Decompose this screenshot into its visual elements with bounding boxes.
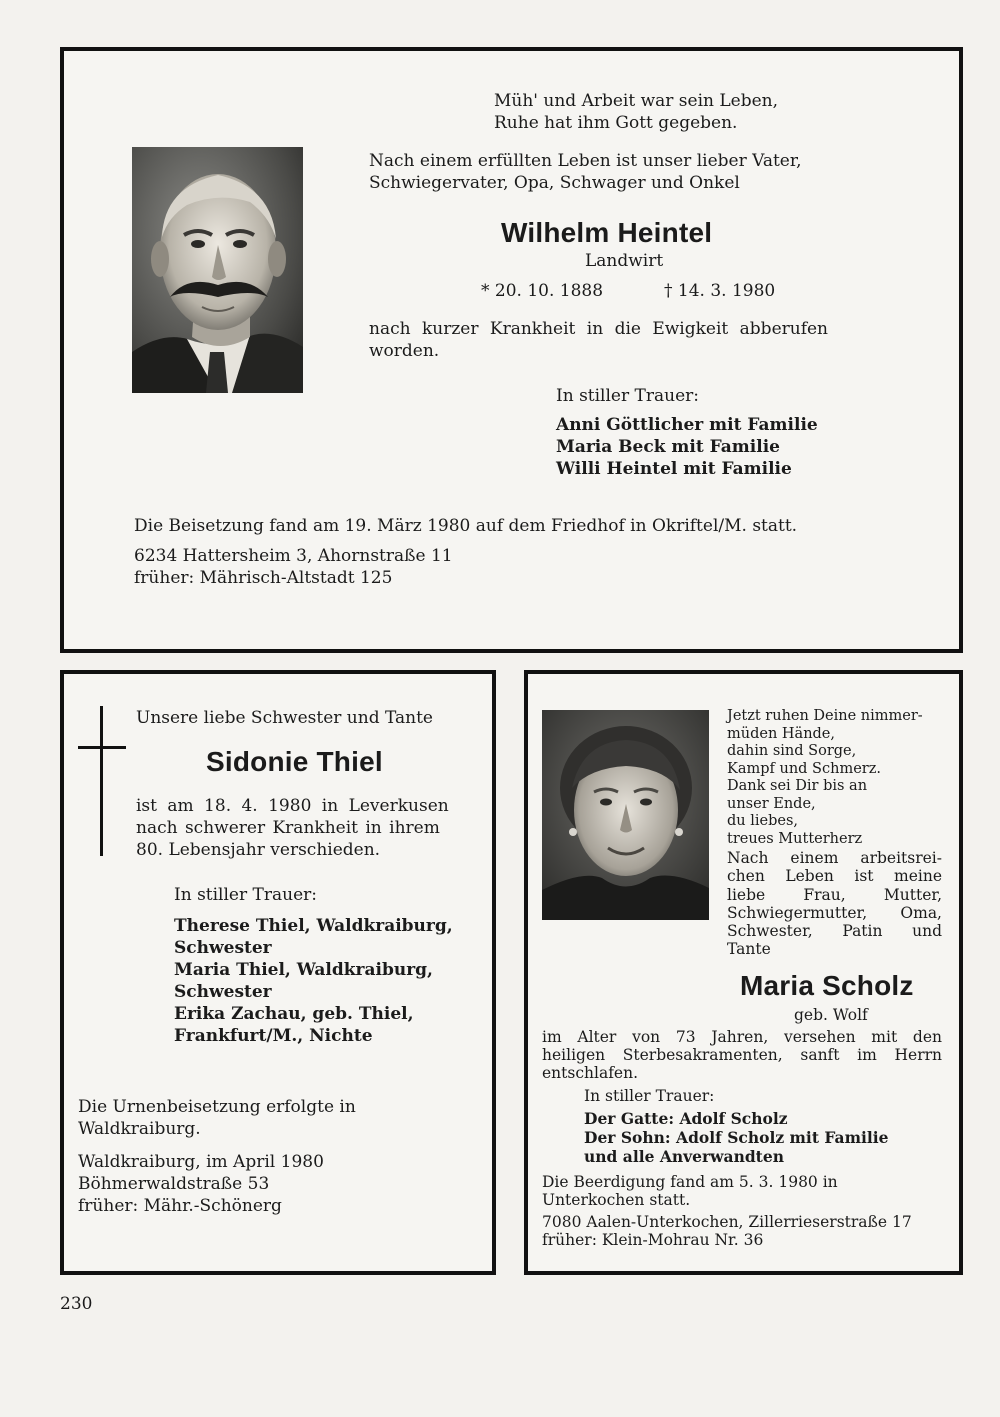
intro-block — [727, 849, 942, 959]
place-line-1: Waldkraiburg, im April 1980 — [78, 1152, 324, 1172]
motto-line-2: Ruhe hat ihm Gott gegeben. — [494, 113, 738, 133]
address-line-1: 7080 Aalen-Unterkochen, Zillerrieserstraße 17 — [542, 1213, 912, 1231]
mourning-label: In stiller Trauer: — [584, 1087, 715, 1105]
place-line-2: Böhmerwaldstraße 53 — [78, 1174, 270, 1194]
place-line-3: früher: Mähr.-Schönerg — [78, 1196, 282, 1216]
urn-line-1: Die Urnenbeisetzung erfolgte in — [78, 1097, 356, 1117]
obituary-wilhelm-heintel — [60, 47, 963, 653]
text-block — [542, 1028, 942, 1082]
mourner-2: Der Sohn: Adolf Scholz mit Familie — [584, 1128, 889, 1147]
poem-line-6: unser Ende, — [727, 795, 816, 812]
mourner-2: Maria Beck mit Familie — [556, 437, 780, 457]
funeral-line-2: Unterkochen statt. — [542, 1191, 691, 1209]
deceased-name: Maria Scholz — [740, 970, 914, 1001]
page-number: 230 — [60, 1294, 93, 1314]
mourner-3: Willi Heintel mit Familie — [556, 459, 792, 479]
intro-line: Unsere liebe Schwester und Tante — [136, 708, 433, 728]
motto-line-1: Müh' und Arbeit war sein Leben, — [494, 91, 779, 111]
death-date: † 14. 3. 1980 — [664, 281, 776, 301]
obituary-sidonie-thiel — [60, 670, 496, 1275]
cross-icon — [100, 706, 103, 856]
poem-line-2: müden Hände, — [727, 725, 835, 742]
deceased-name: Sidonie Thiel — [206, 746, 383, 777]
urn-line-2: Waldkraiburg. — [78, 1119, 201, 1139]
intro-line-5: Schwester, Patin und — [727, 922, 942, 941]
mourning-label: In stiller Trauer: — [556, 386, 699, 406]
mourner-1: Anni Göttlicher mit Familie — [556, 415, 818, 435]
deceased-name: Wilhelm Heintel — [501, 217, 713, 248]
obituary-maria-scholz — [524, 670, 963, 1275]
poem-line-1: Jetzt ruhen Deine nimmer- — [727, 708, 923, 724]
mourner-line-3: Maria Thiel, Waldkraiburg, — [174, 960, 433, 980]
intro-line-3: liebe Frau, Mutter, — [727, 885, 942, 904]
text-line-1: im Alter von 73 Jahren, versehen mit den — [542, 1028, 942, 1046]
funeral-info: Die Beisetzung fand am 19. März 1980 auf dem Friedhof in Okriftel/M. statt. — [134, 516, 798, 536]
portrait-photo-maria-scholz — [542, 710, 709, 920]
mourner-line-6: Frankfurt/M., Nichte — [174, 1026, 373, 1046]
poem-line-8: treues Mutterherz — [727, 830, 863, 847]
mourner-3: und alle Anverwandten — [584, 1147, 784, 1166]
intro-line-1: Nach einem erfüllten Leben ist unser lieber Vater, — [369, 151, 802, 171]
intro-line-1: Nach einem arbeitsrei- — [727, 849, 942, 867]
text-line-1: nach kurzer Krankheit in die Ewigkeit abberufen — [369, 319, 828, 339]
poem-line-5: Dank sei Dir bis an — [727, 778, 868, 794]
intro-line-4: Schwiegermutter, Oma, — [727, 903, 942, 922]
mourning-label: In stiller Trauer: — [174, 885, 317, 905]
mourner-line-2: Schwester — [174, 938, 272, 958]
birth-name: geb. Wolf — [794, 1006, 868, 1024]
text-line-2: worden. — [369, 341, 440, 361]
mourner-line-1: Therese Thiel, Waldkraiburg, — [174, 916, 453, 936]
occupation: Landwirt — [585, 251, 664, 271]
mourner-line-4: Schwester — [174, 982, 272, 1002]
text-line-3: 80. Lebensjahr verschieden. — [136, 840, 381, 860]
birth-date: * 20. 10. 1888 — [481, 281, 604, 301]
text-line-2: nach schwerer Krankheit in ihrem — [136, 818, 440, 838]
cross-icon-bar — [78, 746, 126, 749]
poem-line-7: du liebes, — [727, 813, 798, 829]
intro-line-2: chen Leben ist meine — [727, 867, 942, 886]
portrait-photo-wilhelm-heintel — [132, 147, 303, 393]
poem-line-4: Kampf und Schmerz. — [727, 760, 881, 777]
intro-line-2: Schwiegervater, Opa, Schwager und Onkel — [369, 173, 740, 193]
address-line-2: früher: Mährisch-Altstadt 125 — [134, 568, 393, 588]
text-line-2: heiligen Sterbesakramenten, sanft im Herrn — [542, 1046, 942, 1064]
poem-line-3: dahin sind Sorge, — [727, 743, 857, 759]
text-line-3: entschlafen. — [542, 1064, 639, 1082]
mourner-1: Der Gatte: Adolf Scholz — [584, 1109, 788, 1128]
intro-line-6: Tante — [727, 940, 771, 959]
address-line-2: früher: Klein-Mohrau Nr. 36 — [542, 1231, 764, 1249]
mourner-line-5: Erika Zachau, geb. Thiel, — [174, 1004, 414, 1024]
address-line-1: 6234 Hattersheim 3, Ahornstraße 11 — [134, 546, 453, 566]
funeral-line-1: Die Beerdigung fand am 5. 3. 1980 in — [542, 1173, 838, 1191]
text-line-1: ist am 18. 4. 1980 in Leverkusen — [136, 796, 449, 816]
